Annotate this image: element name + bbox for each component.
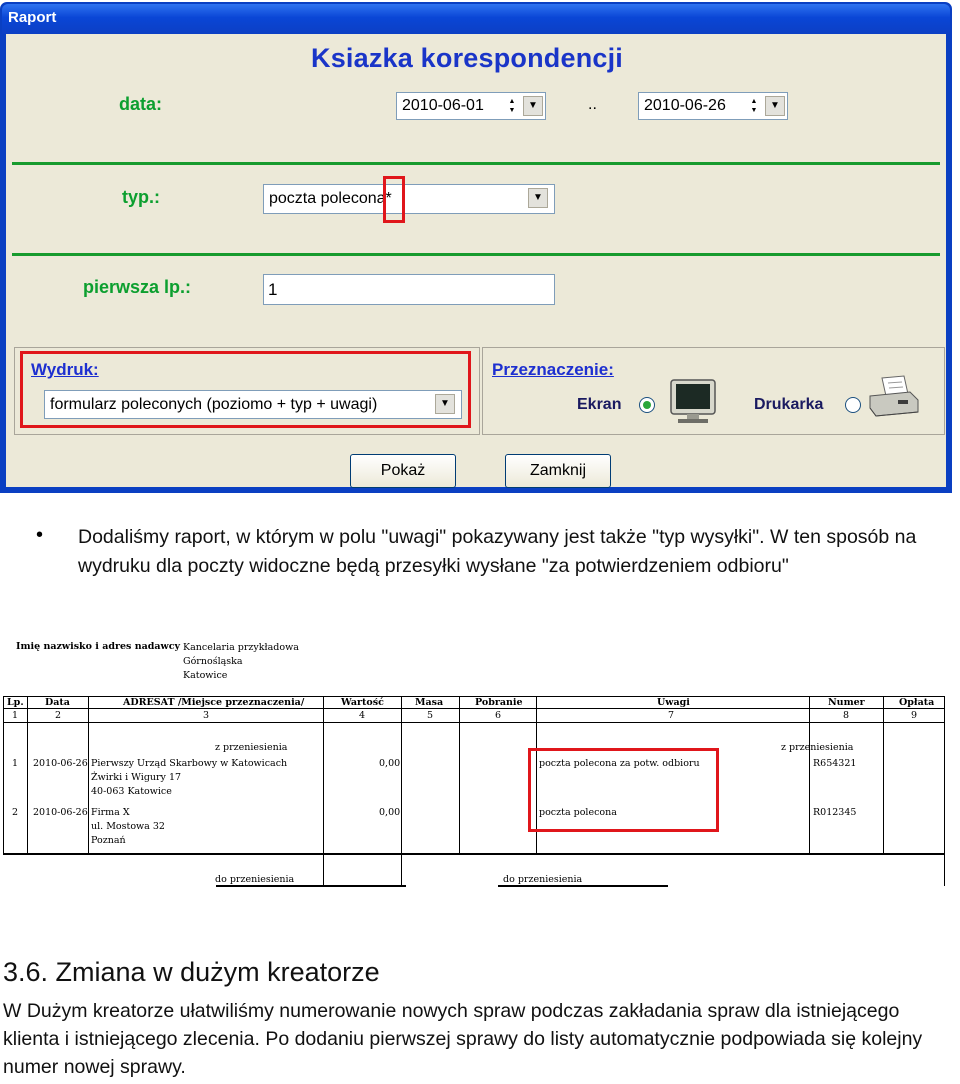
report-table: [3, 696, 945, 886]
report-heading: Ksiazka korespondencji: [311, 43, 624, 73]
destination-label: Przeznaczenie:: [492, 360, 614, 379]
bullet-icon: •: [36, 524, 44, 546]
sender-line: Katowice: [183, 670, 228, 681]
col-header: Data: [45, 697, 70, 708]
type-select[interactable]: [263, 184, 555, 214]
table-rule: [3, 708, 945, 709]
row-value: 0,00: [379, 807, 401, 818]
printer-option-label: Drukarka: [754, 396, 824, 413]
row-lp: 1: [12, 758, 19, 769]
table-rule: [883, 696, 884, 854]
section-paragraph: W Dużym kreatorze ułatwiliśmy numerowanie nowych spraw podczas zakładania spraw dla istniejącego klienta i istniejącego zlecenia. Po dodaniu pierwszej sprawy do listy automatycznie podpowiada się kolejny numer nowej sprawy.: [3, 1000, 923, 1078]
printer-radio[interactable]: [845, 397, 861, 413]
row-address-line: Firma X: [91, 807, 130, 818]
date-to-spinner[interactable]: ▲ ▼: [750, 98, 758, 114]
table-rule: [809, 696, 810, 854]
first-lp-input[interactable]: 1: [263, 274, 555, 305]
row-remarks: poczta polecona za potw. odbioru: [539, 758, 700, 769]
row-lp: 2: [12, 807, 19, 818]
col-header: Masa: [415, 697, 444, 708]
row-address-line: Poznań: [91, 835, 126, 846]
row-address-line: Pierwszy Urząd Skarbowy w Katowicach: [91, 758, 288, 769]
highlight-box: [20, 351, 471, 428]
print-format-dropdown-icon[interactable]: ▼: [435, 394, 455, 414]
sender-address: [183, 641, 299, 683]
col-header: Numer: [828, 697, 865, 708]
col-number: 2: [55, 710, 62, 721]
date-from-picker[interactable]: [396, 92, 546, 120]
col-header: Uwagi: [657, 697, 690, 708]
sender-label: Imię nazwisko i adres nadawcy: [16, 641, 181, 652]
row-address-line: 40-063 Katowice: [91, 786, 172, 797]
separator: [12, 162, 940, 165]
table-rule: [3, 853, 945, 855]
type-dropdown-icon[interactable]: ▼: [528, 188, 548, 208]
row-number: R654321: [813, 758, 857, 769]
table-rule: [401, 696, 402, 886]
window-title: Raport: [2, 4, 950, 34]
date-to-value: 2010-06-26: [644, 97, 726, 114]
date-from-spinner[interactable]: ▲ ▼: [508, 98, 516, 114]
carry-in-label: z przeniesienia: [215, 742, 288, 753]
table-rule: [944, 696, 945, 886]
screen-radio[interactable]: [639, 397, 655, 413]
row-date: 2010-06-26: [33, 758, 88, 769]
row-date: 2010-06-26: [33, 807, 88, 818]
date-from-dropdown-icon[interactable]: ▼: [523, 96, 543, 116]
row-remarks: poczta polecona: [539, 807, 617, 818]
date-to-dropdown-icon[interactable]: ▼: [765, 96, 785, 116]
highlight-box: [383, 176, 405, 223]
print-format-value: formularz poleconych (poziomo + typ + uwagi): [50, 396, 378, 413]
date-to-picker[interactable]: [638, 92, 788, 120]
row-address-line: ul. Mostowa 32: [91, 821, 165, 832]
col-number: 1: [12, 710, 19, 721]
date-from-value: 2010-06-01: [402, 97, 484, 114]
sender-line: Górnośląska: [183, 656, 243, 667]
col-header: Opłata: [899, 697, 935, 708]
table-rule: [27, 696, 28, 854]
monitor-icon: [668, 378, 720, 426]
bullet-paragraph: Dodaliśmy raport, w którym w polu "uwagi" pokazywany jest także "typ wysyłki". W ten sposób na wydruku dla poczty widoczne będą przesyłki wysłane "za potwierdzeniem odbioru": [78, 526, 917, 577]
sender-line: Kancelaria przykładowa: [183, 642, 299, 653]
show-button[interactable]: Pokaż: [350, 454, 456, 488]
table-rule: [3, 722, 945, 723]
first-lp-label: pierwsza lp.:: [83, 277, 192, 297]
col-number: 6: [495, 710, 502, 721]
print-label: Wydruk:: [31, 360, 99, 379]
row-value: 0,00: [379, 758, 401, 769]
table-rule: [88, 696, 89, 854]
col-number: 9: [911, 710, 918, 721]
col-number: 4: [359, 710, 366, 721]
screen-option-label: Ekran: [577, 396, 622, 413]
col-header: Lp.: [7, 697, 24, 708]
close-button[interactable]: Zamknij: [505, 454, 611, 488]
col-header: ADRESAT /Miejsce przeznaczenia/: [123, 697, 305, 708]
col-number: 7: [668, 710, 675, 721]
col-header: Pobranie: [475, 697, 523, 708]
row-number: R012345: [813, 807, 857, 818]
table-rule: [323, 696, 324, 886]
carry-out-label: do przeniesienia: [215, 874, 295, 885]
col-number: 8: [843, 710, 850, 721]
separator: [12, 253, 940, 256]
table-rule: [459, 696, 460, 854]
date-label: data:: [119, 94, 163, 114]
col-number: 5: [427, 710, 434, 721]
table-rule: [3, 696, 4, 854]
row-address-line: Żwirki i Wigury 17: [91, 772, 182, 783]
report-window: [0, 2, 952, 493]
window-client: [6, 34, 946, 487]
section-title: 3.6. Zmiana w dużym kreatorze: [3, 957, 380, 987]
highlight-box: [528, 748, 719, 832]
col-number: 3: [203, 710, 210, 721]
col-header: Wartość: [341, 697, 384, 708]
type-value: poczta polecona*: [269, 190, 392, 207]
carry-out-label: do przeniesienia: [503, 874, 583, 885]
type-label: typ.:: [122, 187, 160, 207]
carry-in-label: z przeniesienia: [781, 742, 854, 753]
date-separator: ..: [588, 96, 597, 113]
printer-icon: [866, 374, 920, 420]
